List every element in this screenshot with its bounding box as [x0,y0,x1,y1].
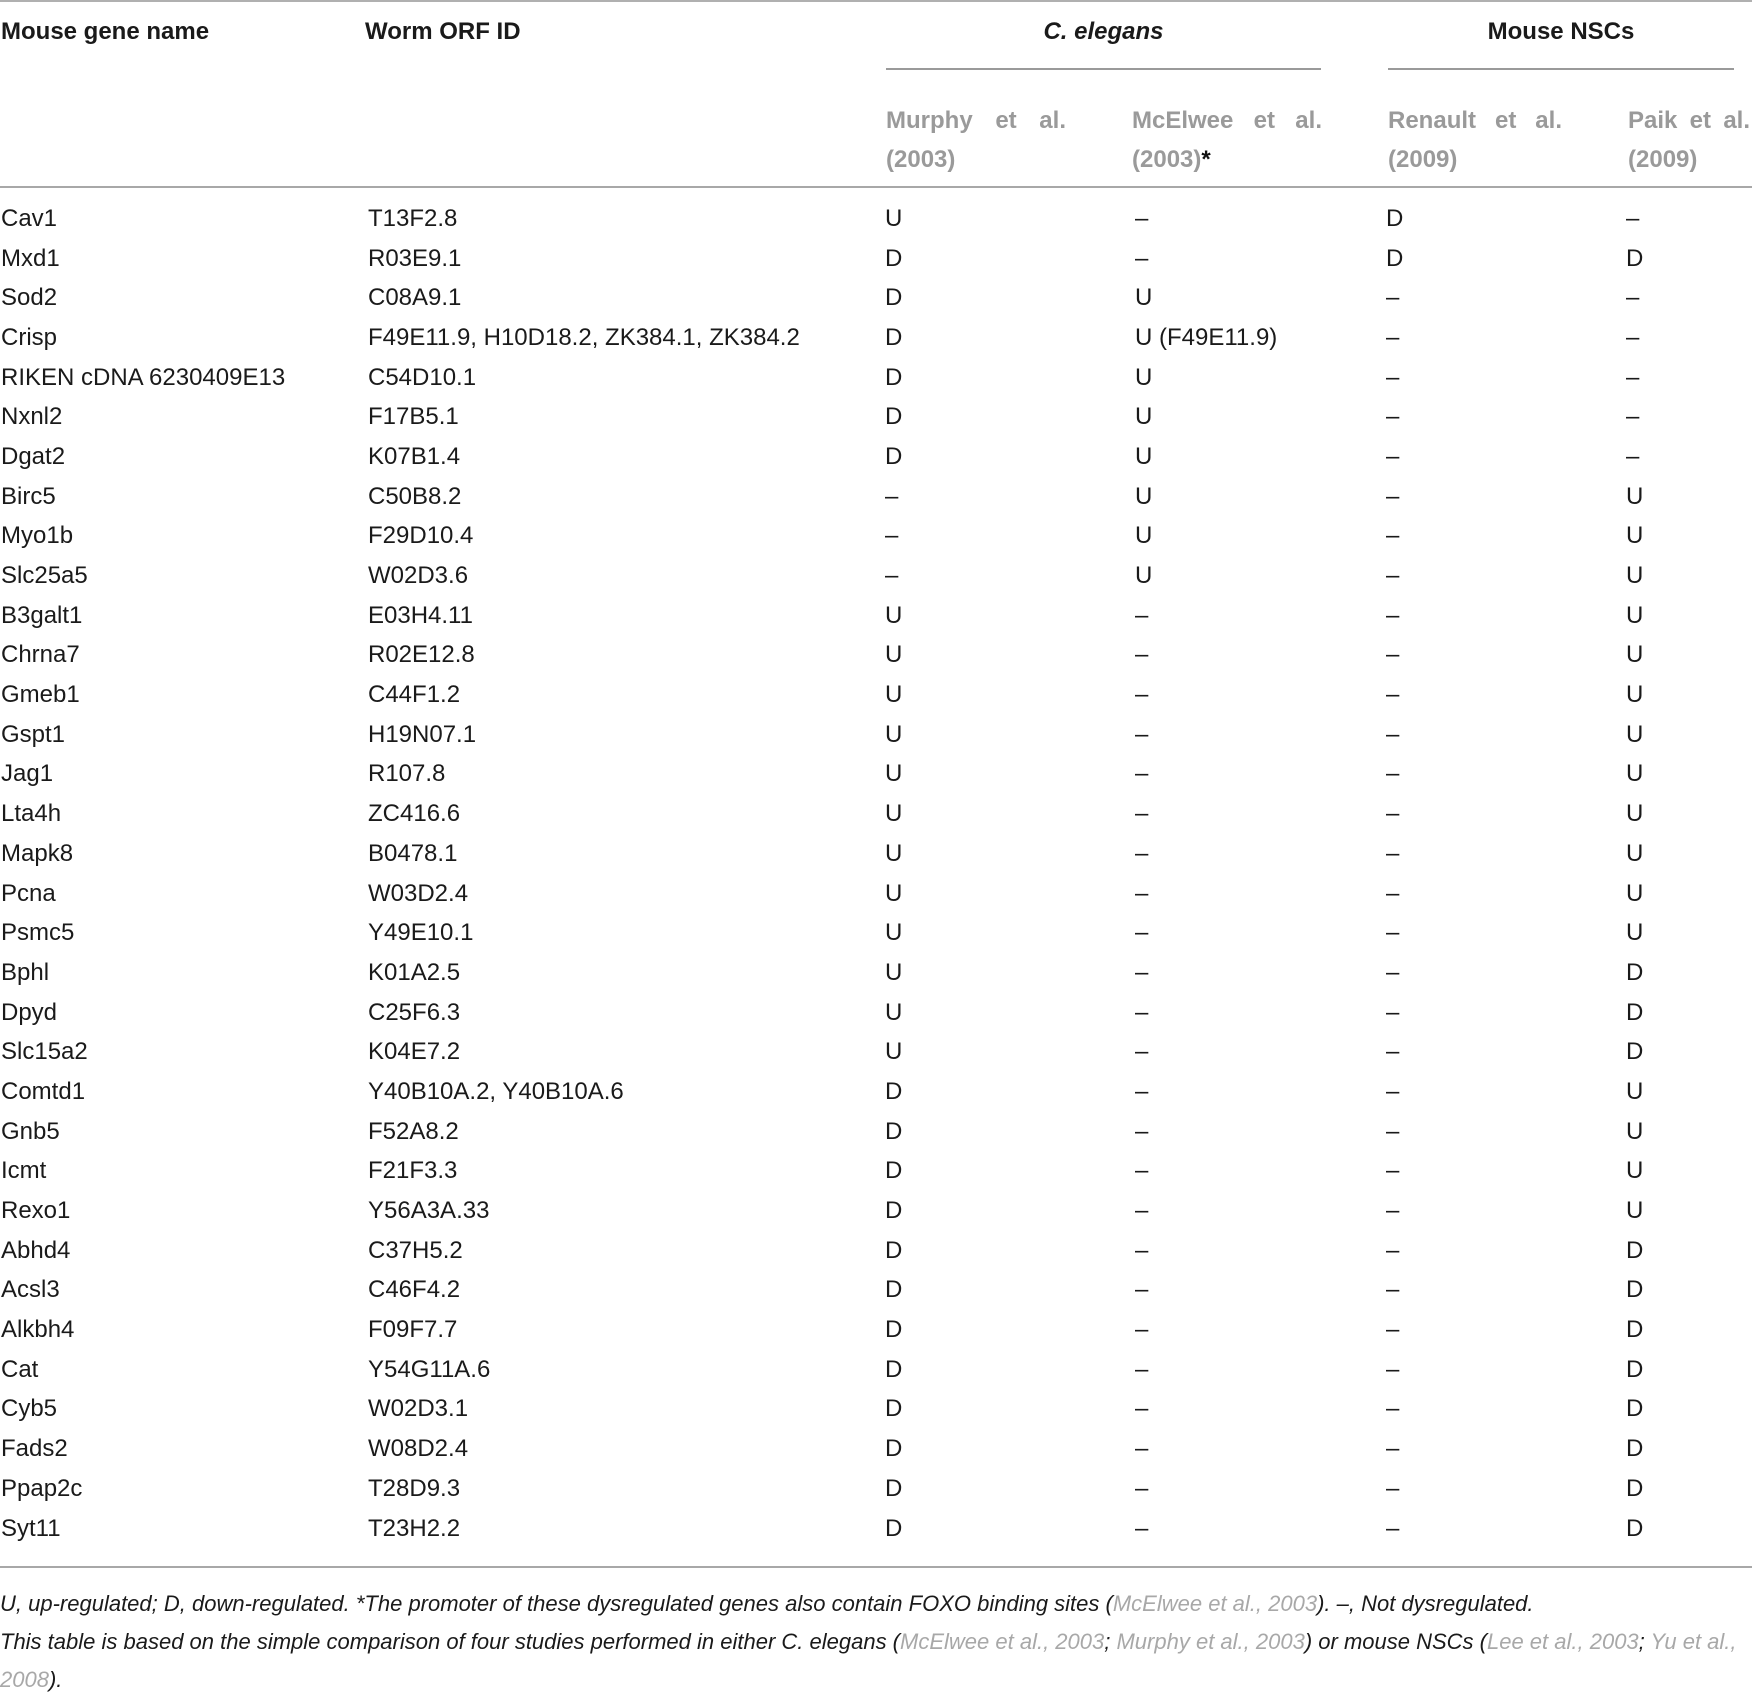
table-row [0,834,1752,874]
murphy-cell: D [885,1474,903,1502]
renault-cell: – [1386,1236,1400,1264]
paik-cell: U [1626,720,1644,748]
murphy-cell: D [885,403,903,431]
table-row [0,1469,1752,1509]
table-bottom-rule [0,1566,1752,1568]
murphy-cell: D [885,442,903,470]
worm-orf-cell: H19N07.1 [368,720,477,748]
worm-orf-cell: T28D9.3 [368,1474,461,1502]
paik-cell: – [1626,442,1640,470]
table-row [0,953,1752,993]
worm-orf-cell: T13F2.8 [368,204,458,232]
table-row [0,1429,1752,1469]
header-bottom-rule [0,186,1752,188]
table-row [0,199,1752,239]
table-row [0,556,1752,596]
mcelwee-cell: – [1135,958,1149,986]
gene-name-cell: Rexo1 [1,1197,71,1225]
citation-link-lee-2003[interactable]: Lee et al., 2003 [1486,1629,1639,1654]
footnote-text: ). [48,1667,63,1692]
renault-cell: – [1386,998,1400,1026]
paik-line-1: Paik et al. [1628,107,1750,134]
header-murphy-2003 [886,101,1066,179]
renault-cell: – [1386,482,1400,510]
murphy-cell: U [885,760,903,788]
paik-cell: D [1626,1236,1644,1264]
gene-name-cell: Abhd4 [1,1236,71,1264]
gene-name-cell: Nxnl2 [1,403,63,431]
gene-name-cell: Dgat2 [1,442,66,470]
mcelwee-cell: – [1135,681,1149,709]
mouse-nscs-group-rule [1388,68,1734,70]
paik-cell: – [1626,323,1640,351]
gene-name-cell: RIKEN cDNA 6230409E13 [1,363,286,391]
table-row [0,1032,1752,1072]
table-row [0,318,1752,358]
murphy-line-1: Murphy et al. [886,107,1066,134]
murphy-cell: U [885,720,903,748]
paik-cell: D [1626,1474,1644,1502]
table-row [0,874,1752,914]
table-row [0,1191,1752,1231]
gene-name-cell: Dpyd [1,998,58,1026]
table-row [0,1152,1752,1192]
paik-cell: D [1626,1038,1644,1066]
gene-name-cell: Lta4h [1,800,62,828]
renault-cell: – [1386,562,1400,590]
table-footnote [0,1585,1752,1699]
gene-name-cell: Slc15a2 [1,1038,88,1066]
renault-cell: – [1386,601,1400,629]
renault-cell: – [1386,760,1400,788]
mcelwee-cell: U (F49E11.9) [1135,323,1278,351]
worm-orf-cell: K01A2.5 [368,958,461,986]
renault-cell: – [1386,1157,1400,1185]
mcelwee-line-1: McElwee et al. [1132,107,1322,134]
mcelwee-cell: – [1135,720,1149,748]
paik-cell: U [1626,522,1644,550]
murphy-cell: D [885,1077,903,1105]
table-row [0,239,1752,279]
mcelwee-cell: – [1135,1474,1149,1502]
mcelwee-cell: – [1135,800,1149,828]
worm-orf-cell: W02D3.1 [368,1395,469,1423]
murphy-cell: D [885,323,903,351]
mcelwee-cell: U [1135,482,1153,510]
gene-name-cell: Cat [1,1355,39,1383]
worm-orf-cell: T23H2.2 [368,1514,461,1542]
renault-line-1: Renault et al. [1388,107,1562,134]
paik-cell: U [1626,482,1644,510]
table-row [0,1390,1752,1430]
mcelwee-cell: U [1135,403,1153,431]
paik-cell: – [1626,403,1640,431]
footnote-text: ). –, Not dysregulated. [1317,1591,1534,1616]
worm-orf-cell: C08A9.1 [368,284,462,312]
table-row [0,1310,1752,1350]
table-row [0,437,1752,477]
gene-name-cell: Myo1b [1,522,74,550]
paik-line-2: (2009) [1628,146,1698,173]
murphy-cell: U [885,204,903,232]
paik-cell: D [1626,1355,1644,1383]
murphy-cell: U [885,958,903,986]
murphy-cell: U [885,998,903,1026]
worm-orf-cell: R02E12.8 [368,641,475,669]
renault-cell: – [1386,839,1400,867]
table-row [0,278,1752,318]
paik-cell: U [1626,641,1644,669]
murphy-cell: D [885,363,903,391]
footnote-text: ; [1638,1629,1651,1654]
paik-cell: U [1626,839,1644,867]
renault-cell: – [1386,403,1400,431]
gene-name-cell: Bphl [1,958,50,986]
gene-name-cell: Mapk8 [1,839,74,867]
murphy-cell: U [885,919,903,947]
gene-name-cell: Syt11 [1,1514,61,1542]
worm-orf-cell: F49E11.9, H10D18.2, ZK384.1, ZK384.2 [368,323,800,351]
gene-name-cell: B3galt1 [1,601,83,629]
mcelwee-cell: – [1135,1236,1149,1264]
renault-cell: – [1386,1435,1400,1463]
worm-orf-cell: Y54G11A.6 [368,1355,491,1383]
mcelwee-cell: – [1135,244,1149,272]
renault-cell: – [1386,1474,1400,1502]
mcelwee-cell: – [1135,998,1149,1026]
gene-table [0,199,1752,1548]
murphy-line-2: (2003) [886,146,956,173]
paik-cell: U [1626,562,1644,590]
mcelwee-cell: – [1135,1276,1149,1304]
murphy-cell: U [885,1038,903,1066]
mcelwee-cell: – [1135,919,1149,947]
gene-name-cell: Gmeb1 [1,681,80,709]
mcelwee-cell: – [1135,760,1149,788]
gene-name-cell: Acsl3 [1,1276,60,1304]
renault-cell: – [1386,1355,1400,1383]
paik-cell: U [1626,1117,1644,1145]
renault-cell: – [1386,919,1400,947]
renault-line-2: (2009) [1388,146,1458,173]
mcelwee-cell: – [1135,601,1149,629]
mcelwee-cell: – [1135,1197,1149,1225]
table-row [0,1509,1752,1549]
murphy-cell: D [885,1395,903,1423]
paik-cell: U [1626,879,1644,907]
paik-cell: – [1626,363,1640,391]
worm-orf-cell: Y49E10.1 [368,919,474,947]
header-mcelwee-2003 [1132,101,1322,179]
paik-cell: U [1626,800,1644,828]
table-row [0,1072,1752,1112]
mcelwee-cell: U [1135,363,1153,391]
table-row [0,596,1752,636]
table-row [0,636,1752,676]
renault-cell: – [1386,284,1400,312]
mcelwee-footnote-star: * [1201,146,1211,173]
paik-cell: D [1626,998,1644,1026]
murphy-cell: U [885,681,903,709]
paik-cell: D [1626,958,1644,986]
gene-name-cell: Jag1 [1,760,54,788]
paik-cell: D [1626,1514,1644,1542]
murphy-cell: D [885,1236,903,1264]
mcelwee-cell: – [1135,1117,1149,1145]
header-worm-orf-id: Worm ORF ID [365,18,521,45]
gene-name-cell: Cav1 [1,204,58,232]
worm-orf-cell: C50B8.2 [368,482,462,510]
renault-cell: – [1386,522,1400,550]
gene-name-cell: Slc25a5 [1,562,88,590]
citation-link-mcelwee-2003[interactable]: McElwee et al., 2003 [1112,1591,1318,1616]
renault-cell: – [1386,1038,1400,1066]
table-row [0,397,1752,437]
footnote-line-2 [0,1623,1752,1699]
worm-orf-cell: C44F1.2 [368,681,461,709]
table-row [0,794,1752,834]
mcelwee-cell: – [1135,1355,1149,1383]
worm-orf-cell: W03D2.4 [368,879,469,907]
header-renault-2009 [1388,101,1562,179]
mcelwee-cell: – [1135,1395,1149,1423]
gene-name-cell: Psmc5 [1,919,75,947]
mcelwee-cell: – [1135,839,1149,867]
gene-name-cell: Pcna [1,879,56,907]
gene-name-cell: Alkbh4 [1,1316,75,1344]
paik-cell: U [1626,601,1644,629]
renault-cell: – [1386,800,1400,828]
gene-name-cell: Fads2 [1,1435,68,1463]
murphy-cell: D [885,1514,903,1542]
table-row [0,1231,1752,1271]
mcelwee-line-2: (2003) [1132,146,1202,173]
citation-link-mcelwee-2003[interactable]: McElwee et al., 2003 [900,1629,1105,1654]
renault-cell: D [1386,244,1404,272]
paik-cell: D [1626,1395,1644,1423]
gene-name-cell: Cyb5 [1,1395,58,1423]
worm-orf-cell: K07B1.4 [368,442,461,470]
murphy-cell: D [885,1276,903,1304]
renault-cell: – [1386,1197,1400,1225]
renault-cell: – [1386,363,1400,391]
worm-orf-cell: F17B5.1 [368,403,459,431]
mcelwee-cell: – [1135,1514,1149,1542]
table-row [0,1112,1752,1152]
mcelwee-cell: U [1135,562,1153,590]
gene-name-cell: Crisp [1,323,58,351]
mcelwee-cell: – [1135,641,1149,669]
paik-cell: U [1626,1157,1644,1185]
worm-orf-cell: R107.8 [368,760,446,788]
murphy-cell: D [885,1435,903,1463]
table-row [0,358,1752,398]
table-top-rule [0,0,1752,2]
gene-name-cell: Gspt1 [1,720,66,748]
table-row [0,715,1752,755]
worm-orf-cell: E03H4.11 [368,601,473,629]
table-row [0,1350,1752,1390]
murphy-cell: D [885,284,903,312]
worm-orf-cell: C54D10.1 [368,363,477,391]
gene-name-cell: Sod2 [1,284,58,312]
renault-cell: – [1386,958,1400,986]
table-row [0,517,1752,557]
murphy-cell: – [885,562,899,590]
header-paik-2009 [1628,101,1750,179]
worm-orf-cell: Y40B10A.2, Y40B10A.6 [368,1077,624,1105]
paik-cell: U [1626,681,1644,709]
footnote-text: U, up-regulated; D, down-regulated. *The promoter of these dysregulated genes also contain FOXO binding sites ( [0,1591,1113,1616]
mcelwee-cell: – [1135,1157,1149,1185]
citation-link-murphy-2003[interactable]: Murphy et al., 2003 [1116,1629,1305,1654]
renault-cell: – [1386,879,1400,907]
mcelwee-cell: U [1135,284,1153,312]
paik-cell: D [1626,1435,1644,1463]
renault-cell: D [1386,204,1404,232]
renault-cell: – [1386,1316,1400,1344]
table-row [0,913,1752,953]
header-mouse-gene-name: Mouse gene name [1,18,210,45]
worm-orf-cell: R03E9.1 [368,244,462,272]
c-elegans-group-rule [886,68,1321,70]
paik-cell: D [1626,1316,1644,1344]
footnote-text: This table is based on the simple comparison of four studies performed in either C. elegans ( [0,1629,901,1654]
worm-orf-cell: C37H5.2 [368,1236,463,1264]
gene-name-cell: Chrna7 [1,641,80,669]
mcelwee-cell: U [1135,442,1153,470]
header-group-mouse-nscs: Mouse NSCs [1487,18,1635,45]
footnote-line-1 [0,1585,1752,1623]
renault-cell: – [1386,323,1400,351]
murphy-cell: D [885,1355,903,1383]
worm-orf-cell: F29D10.4 [368,522,474,550]
renault-cell: – [1386,442,1400,470]
renault-cell: – [1386,1117,1400,1145]
murphy-cell: – [885,522,899,550]
murphy-cell: U [885,641,903,669]
table-row [0,675,1752,715]
paik-cell: D [1626,244,1644,272]
murphy-cell: D [885,244,903,272]
worm-orf-cell: F52A8.2 [368,1117,459,1145]
table-row [0,993,1752,1033]
worm-orf-cell: Y56A3A.33 [368,1197,490,1225]
gene-name-cell: Ppap2c [1,1474,83,1502]
paik-cell: – [1626,284,1640,312]
gene-name-cell: Icmt [1,1157,47,1185]
worm-orf-cell: B0478.1 [368,839,458,867]
murphy-cell: D [885,1157,903,1185]
mcelwee-cell: – [1135,1316,1149,1344]
footnote-text: ) or mouse NSCs ( [1304,1629,1487,1654]
murphy-cell: – [885,482,899,510]
paik-cell: – [1626,204,1640,232]
renault-cell: – [1386,1077,1400,1105]
mcelwee-cell: – [1135,1038,1149,1066]
paik-cell: U [1626,1077,1644,1105]
renault-cell: – [1386,1395,1400,1423]
worm-orf-cell: W02D3.6 [368,562,469,590]
table-row [0,1271,1752,1311]
paik-cell: U [1626,760,1644,788]
paik-cell: D [1626,1276,1644,1304]
renault-cell: – [1386,1514,1400,1542]
renault-cell: – [1386,720,1400,748]
mcelwee-cell: – [1135,879,1149,907]
renault-cell: – [1386,1276,1400,1304]
footnote-text: ; [1104,1629,1117,1654]
table-row [0,477,1752,517]
gene-table-body [0,199,1752,1548]
worm-orf-cell: F09F7.7 [368,1316,458,1344]
table-row [0,755,1752,795]
paik-cell: U [1626,1197,1644,1225]
worm-orf-cell: K04E7.2 [368,1038,461,1066]
gene-name-cell: Mxd1 [1,244,60,272]
gene-name-cell: Gnb5 [1,1117,60,1145]
renault-cell: – [1386,681,1400,709]
worm-orf-cell: W08D2.4 [368,1435,469,1463]
murphy-cell: D [885,1316,903,1344]
renault-cell: – [1386,641,1400,669]
mcelwee-cell: – [1135,1077,1149,1105]
worm-orf-cell: C25F6.3 [368,998,461,1026]
worm-orf-cell: C46F4.2 [368,1276,461,1304]
mcelwee-cell: – [1135,1435,1149,1463]
murphy-cell: D [885,1117,903,1145]
mcelwee-cell: – [1135,204,1149,232]
murphy-cell: U [885,879,903,907]
worm-orf-cell: ZC416.6 [368,800,461,828]
murphy-cell: U [885,601,903,629]
murphy-cell: U [885,839,903,867]
gene-name-cell: Birc5 [1,482,56,510]
paik-cell: U [1626,919,1644,947]
worm-orf-cell: F21F3.3 [368,1157,458,1185]
mcelwee-cell: U [1135,522,1153,550]
murphy-cell: D [885,1197,903,1225]
gene-name-cell: Comtd1 [1,1077,86,1105]
header-group-c-elegans: C. elegans [1043,18,1164,45]
citation-link-yu-2008[interactable]: Yu et al., 2008 [0,1629,1737,1692]
murphy-cell: U [885,800,903,828]
